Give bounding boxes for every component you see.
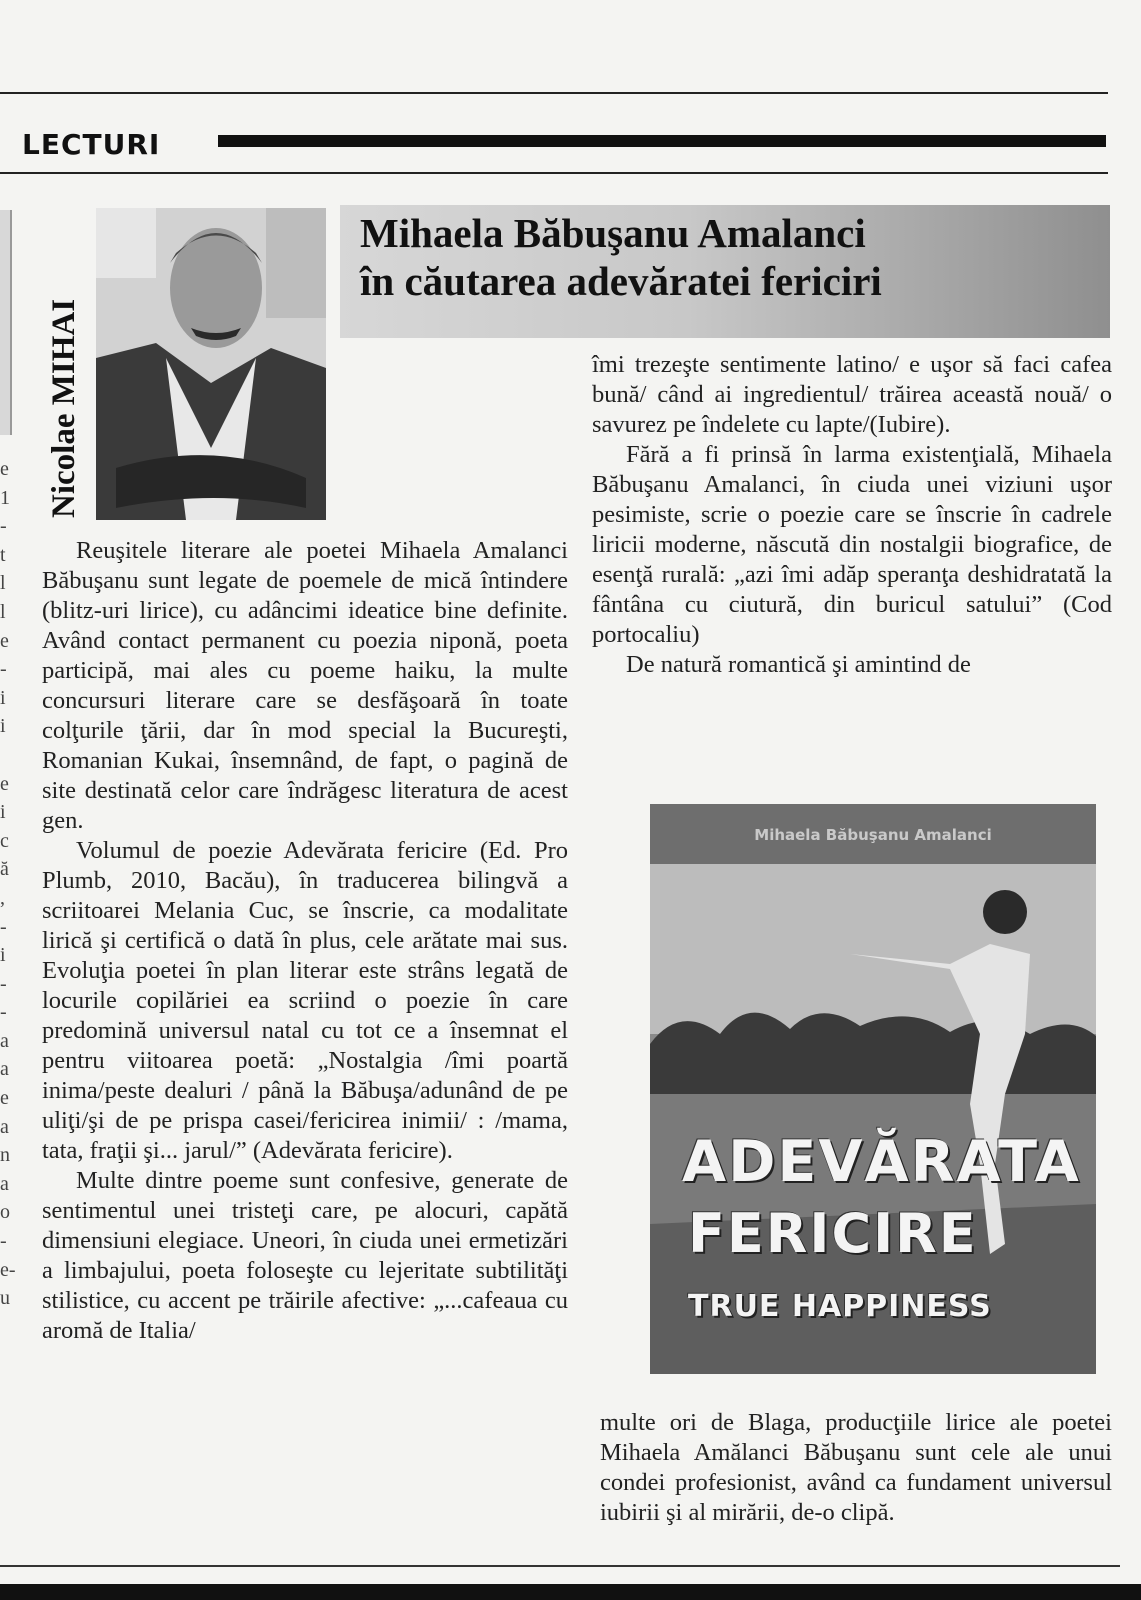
margin-fragment: u	[0, 1287, 10, 1310]
paragraph: Volumul de poezie Adevărata fericire (Ed. Pro Plumb, 2010, Bacău), în traducerea bilingvă a scriitoarei Melania Cuc, se înscrie, ca modalitate lirică şi certifică o dată în plus, cele arătate mai sus. Evoluţia poetei în plan literar este strâns legată de locurile copilăriei ea scriind o poezie în care predomină universul natal cu tot ce a însemnat el pentru viitoarea poetă: „Nostalgia /îmi poartă inima/peste dealuri / până la Băbuşa/adunând de pe uliţi/şi de pe prispa casei/fericirea inimii/ : /mama, tata, fraţii şi... jarul/” (Adevărata fericire).	[42, 837, 568, 1164]
margin-fragment	[0, 741, 14, 770]
section-bar	[218, 135, 1106, 147]
book-cover	[650, 804, 1096, 1374]
article-column-left	[42, 536, 568, 1346]
margin-fragment: e	[0, 629, 9, 652]
margin-fragment: a	[0, 1029, 9, 1052]
author-portrait-icon	[96, 208, 326, 520]
margin-fragment: i	[0, 715, 6, 738]
cover-title-line-2: FERICIRE	[688, 1202, 978, 1265]
margin-fragment: i	[0, 801, 6, 824]
paragraph: multe ori de Blaga, producţiile lirice ale poetei Mihaela Amălanci Băbuşanu sunt cele ale unui condei profesionist, având ca fundament universul iubirii şi al mirării, de-o clipă.	[600, 1409, 1112, 1526]
article-title-box	[340, 205, 1110, 338]
adjacent-column-fragments	[0, 455, 14, 1313]
article-column-right-top	[592, 350, 1112, 680]
margin-fragment: -	[0, 972, 7, 995]
margin-fragment: n	[0, 1144, 10, 1167]
article-title-line-1: Mihaela Băbuşanu Amalanci	[360, 210, 866, 256]
article-column-right-bottom	[600, 1408, 1112, 1528]
margin-fragment: -	[0, 1001, 7, 1024]
margin-fragment: -	[0, 1230, 7, 1253]
margin-fragment: e	[0, 458, 9, 480]
top-rule	[0, 92, 1108, 94]
margin-fragment: ,	[0, 886, 5, 909]
margin-fragment: o	[0, 1201, 10, 1224]
author-byline: Nicolae MIHAI	[46, 298, 82, 518]
margin-fragment: t	[0, 543, 6, 566]
margin-fragment: -	[0, 515, 7, 538]
paragraph: îmi trezeşte sentimente latino/ e uşor să faci cafea bună/ când ai ingredientul/ trăirea această nouă/ o savurez pe îndelete cu lapte/(Iubire).	[592, 351, 1112, 438]
cover-title-line-1: ADEVĂRATA	[682, 1129, 1081, 1195]
margin-fragment: a	[0, 1058, 9, 1081]
adjacent-page-edge	[0, 210, 12, 435]
cover-subtitle: TRUE HAPPINESS	[688, 1289, 992, 1324]
header-bottom-rule	[0, 172, 1108, 174]
margin-fragment: a	[0, 1115, 9, 1138]
paragraph: Reuşitele literare ale poetei Mihaela Amalanci Băbuşanu sunt legate de poemele de mică întindere (blitz-uri lirice), cu adâncimi ideatice bine definite. Având contact permanent cu poezia niponă, poeta participă, mai ales cu poeme haiku, la multe concursuri literare care se desfăşoară în toate colţurile ţării, dar în mod special la Bucureşti, Romanian Kukai, însemnând, de fapt, o pagină de site destinată celor care îndrăgesc literatura de acest gen.	[42, 537, 568, 834]
paragraph: De natură romantică şi amintind de	[626, 651, 971, 678]
article-title-line-2: în căutarea adevăratei fericiri	[360, 258, 882, 304]
margin-fragment: ă	[0, 858, 9, 881]
margin-fragment: e	[0, 1087, 9, 1110]
section-label: LECTURI	[22, 128, 161, 161]
cover-author: Mihaela Băbuşanu Amalanci	[754, 826, 992, 844]
margin-fragment: i	[0, 944, 6, 967]
margin-fragment: e	[0, 772, 9, 795]
bottom-rule	[0, 1565, 1120, 1567]
margin-fragment: e-	[0, 1258, 16, 1281]
author-photo	[96, 208, 326, 520]
margin-fragment: l	[0, 572, 6, 595]
section-header	[22, 126, 1112, 166]
margin-fragment: a	[0, 1172, 9, 1195]
margin-fragment: -	[0, 658, 7, 681]
paragraph: Fără a fi prinsă în larma existenţială, Mihaela Băbuşanu Amalanci, în ciuda unei viziuni uşor pesimiste, scrie o poezie care se înscrie în cadrele liricii moderne, născută din nostalgii biografice, de esenţă rurală: „azi îmi adăp speranţa deshidratată la fântâna cu ciutură, din buricul satului” (Cod portocaliu)	[592, 441, 1112, 648]
margin-fragment: i	[0, 686, 6, 709]
margin-fragment: 1	[0, 486, 10, 509]
margin-fragment: c	[0, 829, 9, 852]
bottom-band	[0, 1584, 1141, 1600]
paragraph: Multe dintre poeme sunt confesive, generate de sentimentul unei tristeţi care, pe alocuri, capătă dimensiuni elegiace. Uneori, în ciuda unei ermetizări a limbajului, poeta foloseşte cu lejeritate subtilităţi stilistice, cu accent pe trăirile afective: „...cafeaua cu aromă de Italia/	[42, 1167, 568, 1344]
margin-fragment: -	[0, 915, 7, 938]
margin-fragment: l	[0, 600, 6, 623]
